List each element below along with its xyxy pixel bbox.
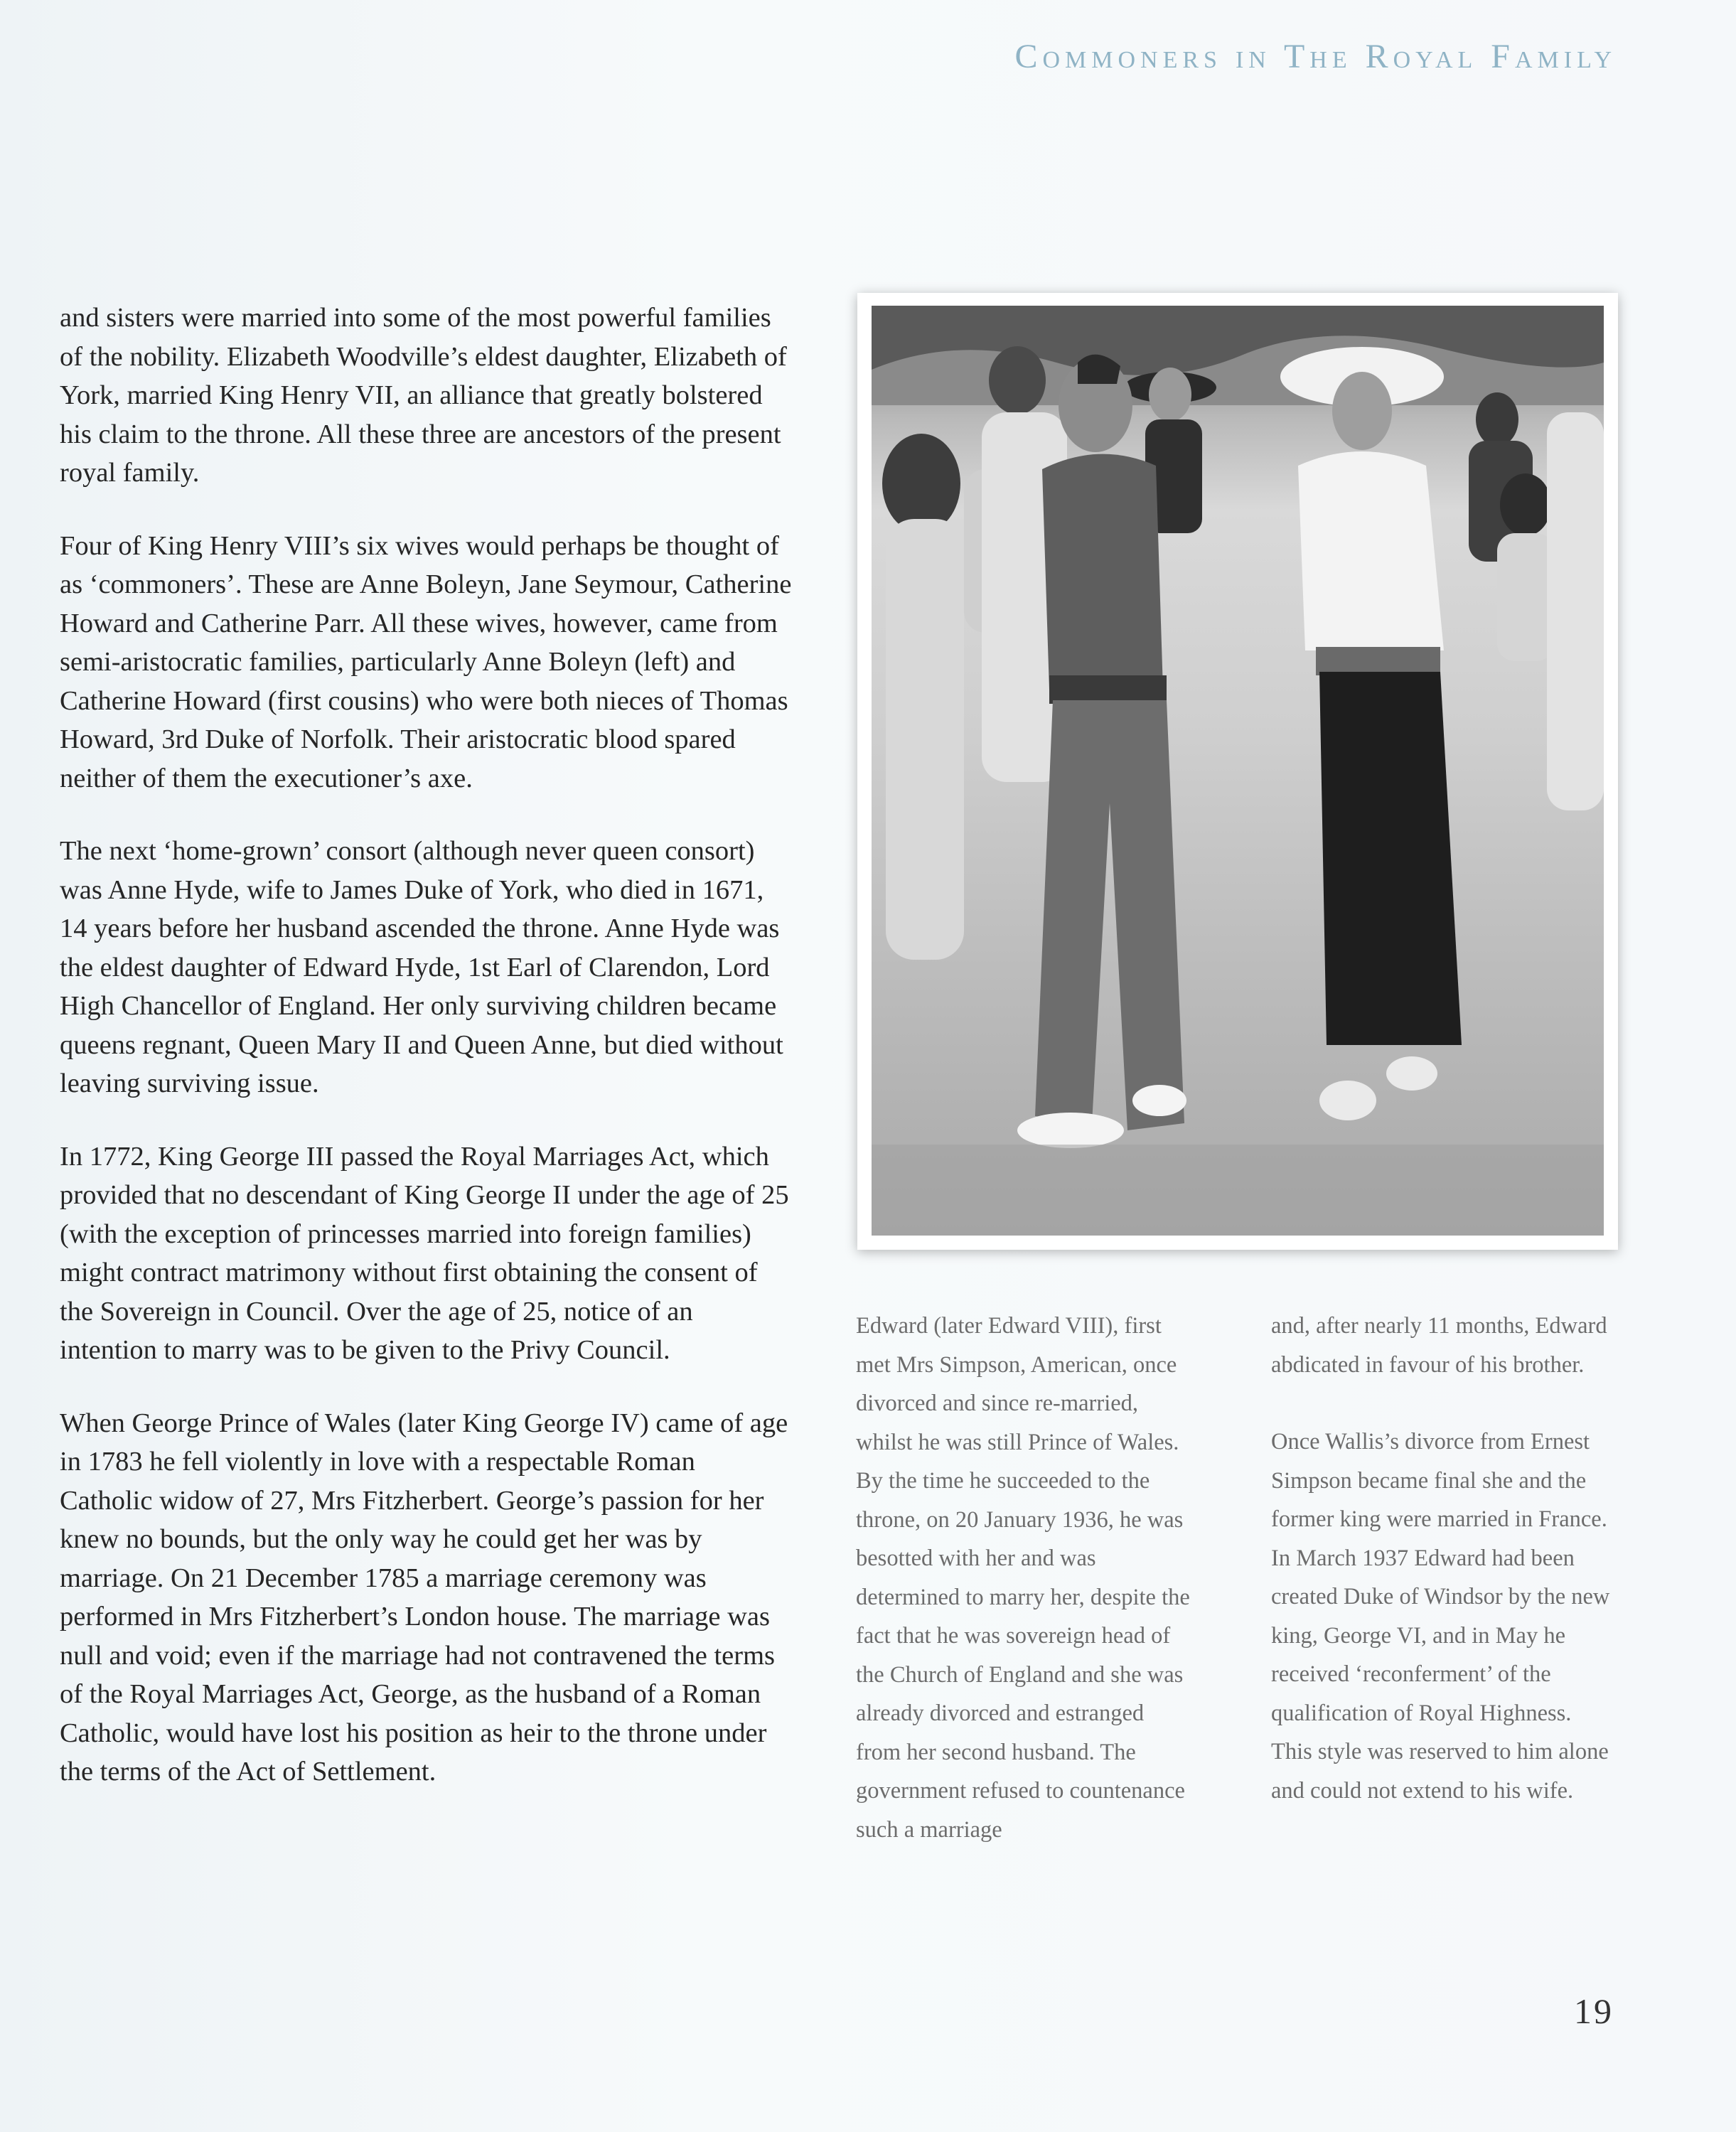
body-paragraph-1: and sisters were married into some of the most powerful families of the nobility. Elizabeth Woodville’s eldest daughter, Elizabeth of York, married King Henry VII, an alliance that greatly bolstered his claim to the throne. All these three are ancestors of the present royal family. [60, 303, 787, 488]
body-paragraph-4: In 1772, King George III passed the Royal Marriages Act, which provided that no descendant of King George II under the age of 25 (with the exception of princesses married into foreign families) might contract matrimony without first obtaining the consent of the Sovereign in Council. Over the age of 25, notice of an intention to marry was to be given to the Privy Council. [60, 1141, 789, 1365]
caption-paragraph-1: Edward (later Edward VIII), first met Mrs Simpson, American, once divorced and since re-married, whilst he was still Prince of Wales. By the time he succeeded to the throne, on 20 January 1936, he was besotted with her and was determined to marry her, despite the fact that he was sovereign head of the Church of England and she was already divorced and estranged from her second husband. The government refused to countenance such a marriage [856, 1313, 1190, 1843]
running-header: Commoners in The Royal Family [1014, 38, 1617, 75]
caption-paragraph-3: Once Wallis’s divorce from Ernest Simpson became final she and the former king were married in France. In March 1937 Edward had been created Duke of Windsor by the new king, George VI, and in May he received ‘reconferment’ of the qualification of Royal Highness. This style was reserved to him alone and could not extend to his wife. [1271, 1429, 1610, 1804]
body-paragraph-5: When George Prince of Wales (later King George IV) came of age in 1783 he fell violently in love with a respectable Roman Catholic widow of 27, Mrs Fitzherbert. George’s passion for her knew no bounds, but the only way he could get her was by marriage. On 21 December 1785 a marriage ceremony was performed in Mrs Fitzherbert’s London house. The marriage was null and void; even if the marriage had not contravened the terms of the Royal Marriages Act, George, as the husband of a Roman Catholic, would have lost his position as heir to the throne under the terms of the Act of Settlement. [60, 1408, 788, 1787]
photo-caption-left [856, 1307, 1190, 1887]
photo-frame [857, 293, 1618, 1250]
photo-illustration [872, 306, 1604, 1236]
body-column [60, 299, 792, 1826]
body-paragraph-3: The next ‘home-grown’ consort (although never queen consort) was Anne Hyde, wife to James Duke of York, who died in 1671, 14 years before her husband ascended the throne. Anne Hyde was the eldest daughter of Edward Hyde, 1st Earl of Clarendon, Lord High Chancellor of England. Her only surviving children became queens regnant, Queen Mary II and Queen Anne, but died without leaving surviving issue. [60, 836, 783, 1098]
caption-paragraph-2: and, after nearly 11 months, Edward abdicated in favour of his brother. [1271, 1313, 1607, 1378]
body-paragraph-2: Four of King Henry VIII’s six wives would perhaps be thought of as ‘commoners’. These are Anne Boleyn, Jane Seymour, Catherine Howard and Catherine Parr. All these wives, however, came from semi-aristocratic families, particularly Anne Boleyn (left) and Catherine Howard (first cousins) who were both nieces of Thomas Howard, 3rd Duke of Norfolk. Their aristocratic blood spared neither of them the executioner’s axe. [60, 530, 792, 793]
page-number: 19 [1574, 1991, 1614, 2031]
photo-caption-right [1271, 1307, 1612, 1848]
archival-photograph [872, 306, 1604, 1236]
